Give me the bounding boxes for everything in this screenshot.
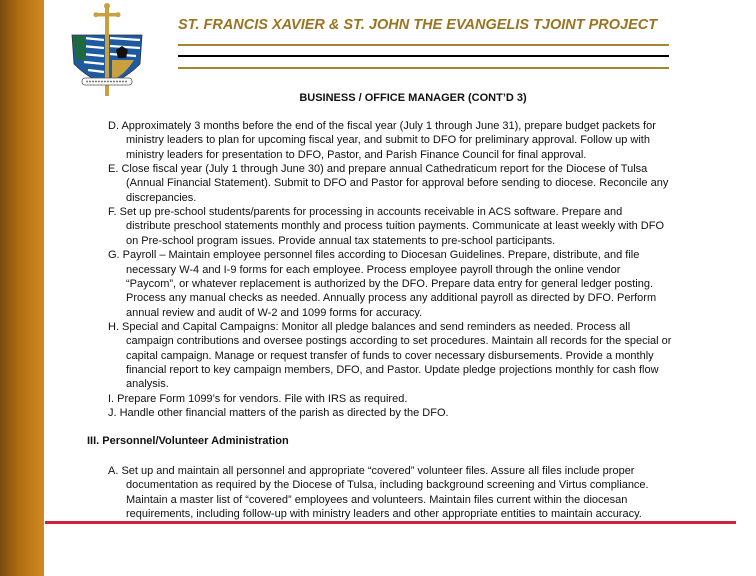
list-item-continuation: requirements, including follow-up with ministry leaders and other appropriate entities to maintain accuracy. (126, 508, 642, 521)
list-item-continuation: analysis. (126, 378, 169, 391)
list-item-continuation: annual review and audit of W-2 and 1099 forms for accuracy. (126, 306, 423, 319)
list-item-continuation: campaign contributions and oversee postings according to set procedures. Maintain all records for the special or (126, 335, 672, 348)
project-title: ST. FRANCIS XAVIER & ST. JOHN THE EVANGELIS TJOINT PROJECT (178, 17, 658, 33)
list-item-continuation: discrepancies. (126, 191, 197, 204)
list-item-continuation: ministry leaders for presentation to DFO, Pastor, and Parish Finance Council for final approval. (126, 148, 587, 161)
left-decorative-bar (0, 0, 44, 576)
page-subtitle: BUSINESS / OFFICE MANAGER (CONT’D 3) (299, 92, 527, 104)
parish-crest-logo (64, 2, 150, 98)
list-item: J. Handle other financial matters of the parish as directed by the DFO. (108, 407, 449, 419)
list-item: E. Close fiscal year (July 1 through June 30) and prepare annual Cathedraticum report for the Diocese of Tulsa (108, 163, 648, 176)
list-item-continuation: Maintain a master list of “covered” employees and volunteers. Maintain files current within the diocesan (126, 493, 628, 506)
footer-red-rule (45, 521, 736, 524)
list-item-continuation: capital campaign. Manage or request transfer of funds to cover necessary disbursements. Provide a monthly (126, 349, 654, 362)
list-item: I. Prepare Form 1099’s for vendors. File with IRS as required. (108, 392, 408, 405)
list-item: A. Set up and maintain all personnel and appropriate “covered” volunteer files. Assure all files include proper (108, 465, 635, 477)
list-item-continuation: on Pre-school program issues. Provide annual tax statements to pre-school participants. (126, 234, 556, 247)
list-item-continuation: ministry leaders to plan for upcoming fiscal year, and submit to DFO for preliminary approval. Follow up with (126, 134, 650, 147)
section-heading: III. Personnel/Volunteer Administration (87, 435, 289, 447)
gold-rule-top (178, 44, 669, 46)
list-item-continuation: distribute preschool statements monthly and process tuition payments. Communicate at least weekly with DFO (126, 220, 665, 233)
list-item-continuation: (Annual Financial Statement). Submit to DFO and Pastor for approval before sending to diocese. Reconcile any (126, 177, 669, 190)
list-item-continuation: Process any manual checks as needed. Annually process any additional payroll as directed by DFO. Perform (126, 292, 657, 305)
list-item: D. Approximately 3 months before the end of the fiscal year (July 1 through June 31), prepare budget packets for (108, 120, 656, 132)
list-item: G. Payroll – Maintain employee personnel files according to Diocesan Guidelines. Prepare, distribute, and file (108, 249, 640, 262)
list-item-continuation: “Paycom”, or whatever replacement is authorized by the DFO. Prepare data entry for general ledger posting. (126, 277, 654, 290)
list-item: F. Set up pre-school students/parents for processing in accounts receivable in ACS software. Prepare and (108, 206, 623, 219)
list-item-continuation: necessary W-4 and I-9 forms for each employee. Process employee payroll through the online vendor (126, 263, 621, 276)
gold-rule-bottom (178, 67, 669, 69)
list-item-continuation: financial report to key campaign members, DFO, and Pastor. Update pledge projections monthly for cash flow (126, 363, 659, 376)
black-rule (178, 55, 669, 57)
list-item-continuation: documentation as required by the Diocese of Tulsa, including background screening and Virtus compliance. (126, 479, 649, 492)
list-item: H. Special and Capital Campaigns: Monitor all pledge balances and send reminders as needed. Process all (108, 320, 631, 333)
